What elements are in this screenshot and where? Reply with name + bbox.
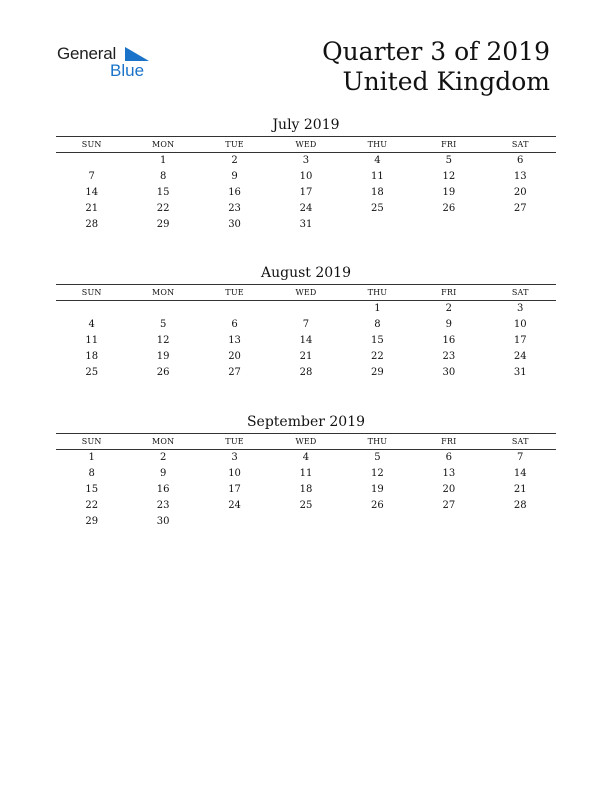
- day-cell: 24: [513, 351, 527, 362]
- week-row: [56, 498, 556, 514]
- logo: [57, 44, 157, 84]
- day-cell: 10: [228, 468, 241, 479]
- day-cell: 4: [302, 452, 310, 463]
- week-row: [56, 365, 556, 381]
- weekday-label: SUN: [81, 437, 102, 446]
- week-row: [56, 169, 556, 185]
- day-cell: 11: [299, 468, 313, 479]
- day-cell: 15: [85, 484, 99, 495]
- month-title: August 2019: [261, 265, 351, 281]
- day-cell: 15: [371, 335, 384, 346]
- page-title: Quarter 3 of 2019: [322, 37, 550, 66]
- day-cell: 17: [299, 187, 313, 198]
- day-cell: 9: [159, 468, 167, 479]
- weekday-label: TUE: [225, 437, 244, 446]
- day-cell: 10: [513, 319, 527, 330]
- week-row: [56, 153, 556, 169]
- day-cell: 8: [88, 468, 95, 479]
- day-cell: 19: [371, 484, 384, 495]
- day-cell: 27: [513, 203, 527, 214]
- day-cell: 17: [228, 484, 241, 495]
- day-cell: 7: [88, 171, 95, 182]
- day-cell: 7: [302, 319, 310, 330]
- day-cell: 5: [445, 155, 452, 166]
- day-cell: 12: [371, 468, 384, 479]
- weekday-label: SUN: [81, 288, 102, 297]
- day-cell: 23: [156, 500, 170, 511]
- day-cell: 8: [374, 319, 381, 330]
- week-row: [56, 514, 556, 530]
- weekday-label: FRI: [441, 140, 457, 149]
- weekday-header-row: [56, 434, 556, 450]
- day-cell: 21: [85, 203, 99, 214]
- day-cell: 14: [299, 335, 313, 346]
- weekday-label: SUN: [81, 140, 102, 149]
- day-cell: [485, 514, 556, 530]
- weekday-label: SAT: [511, 437, 529, 446]
- day-cell: 11: [85, 335, 99, 346]
- month-calendar-august: [56, 264, 556, 381]
- day-cell: 16: [228, 187, 241, 198]
- weekday-label: MON: [151, 437, 175, 446]
- week-row: [56, 482, 556, 498]
- day-cell: 1: [374, 303, 381, 314]
- day-cell: 2: [231, 155, 238, 166]
- page-subtitle-country: United Kingdom: [342, 67, 550, 96]
- day-cell: 8: [159, 171, 167, 182]
- day-cell: 14: [513, 468, 527, 479]
- day-cell: 29: [85, 516, 99, 527]
- week-row: [56, 333, 556, 349]
- day-cell: [270, 514, 341, 530]
- day-cell: 13: [228, 335, 241, 346]
- month-title: July 2019: [272, 117, 340, 133]
- logo-triangle-icon: [125, 47, 149, 61]
- day-cell: 22: [371, 351, 384, 362]
- day-cell: 18: [299, 484, 313, 495]
- weekday-label: WED: [295, 140, 317, 149]
- weekday-label: THU: [367, 437, 388, 446]
- day-cell: [199, 514, 270, 530]
- logo-text-blue: Blue: [110, 61, 145, 80]
- day-cell: 24: [299, 203, 313, 214]
- day-cell: 30: [156, 516, 170, 527]
- week-row: [56, 185, 556, 201]
- day-cell: 28: [299, 367, 313, 378]
- day-cell: [485, 217, 556, 233]
- weekday-label: SAT: [511, 288, 529, 297]
- weekday-label: FRI: [441, 437, 457, 446]
- day-cell: 3: [302, 155, 310, 166]
- day-cell: 1: [159, 155, 167, 166]
- weekday-label: SAT: [511, 140, 529, 149]
- day-cell: 19: [156, 351, 170, 362]
- day-cell: 20: [228, 351, 241, 362]
- day-cell: 17: [513, 335, 527, 346]
- week-row: [56, 301, 556, 317]
- day-cell: 1: [88, 452, 95, 463]
- day-cell: 26: [156, 367, 170, 378]
- day-cell: 16: [442, 335, 456, 346]
- day-cell: 31: [299, 219, 313, 230]
- day-cell: [413, 514, 484, 530]
- day-cell: 27: [442, 500, 456, 511]
- day-cell: 9: [231, 171, 238, 182]
- week-row: [56, 201, 556, 217]
- day-cell: 24: [228, 500, 241, 511]
- weekday-label: THU: [367, 140, 388, 149]
- day-cell: [56, 153, 127, 169]
- day-cell: 13: [513, 171, 527, 182]
- day-cell: 2: [445, 303, 452, 314]
- weekday-label: MON: [151, 288, 175, 297]
- day-cell: 20: [442, 484, 456, 495]
- week-row: [56, 466, 556, 482]
- month-calendar-september: [56, 413, 556, 530]
- day-cell: 6: [517, 155, 524, 166]
- day-cell: 6: [231, 319, 238, 330]
- day-cell: 27: [228, 367, 241, 378]
- day-cell: 4: [374, 155, 381, 166]
- day-cell: 29: [371, 367, 384, 378]
- day-cell: 21: [299, 351, 313, 362]
- day-cell: 30: [442, 367, 456, 378]
- week-row: [56, 317, 556, 333]
- day-cell: [56, 301, 127, 317]
- day-cell: 26: [371, 500, 384, 511]
- day-cell: 9: [445, 319, 452, 330]
- day-cell: [342, 217, 413, 233]
- day-cell: 2: [159, 452, 167, 463]
- weekday-header-row: [56, 137, 556, 153]
- day-cell: [342, 514, 413, 530]
- day-cell: 25: [85, 367, 99, 378]
- day-cell: [413, 217, 484, 233]
- day-cell: 25: [299, 500, 313, 511]
- day-cell: 22: [85, 500, 99, 511]
- day-cell: 13: [442, 468, 456, 479]
- day-cell: 25: [371, 203, 384, 214]
- weekday-label: FRI: [441, 288, 457, 297]
- weekday-label: WED: [295, 437, 317, 446]
- logo-text-general: General: [57, 44, 117, 63]
- day-cell: 7: [517, 452, 524, 463]
- day-cell: 11: [371, 171, 384, 182]
- day-cell: 29: [156, 219, 170, 230]
- day-cell: 20: [513, 187, 527, 198]
- day-cell: [199, 301, 270, 317]
- day-cell: 10: [299, 171, 313, 182]
- day-cell: 16: [156, 484, 170, 495]
- day-cell: 26: [442, 203, 456, 214]
- day-cell: 4: [88, 319, 95, 330]
- day-cell: 18: [371, 187, 384, 198]
- day-cell: 12: [156, 335, 170, 346]
- weekday-header-row: [56, 285, 556, 301]
- day-cell: 28: [513, 500, 527, 511]
- week-row: [56, 349, 556, 365]
- day-cell: 31: [513, 367, 527, 378]
- weekday-label: WED: [295, 288, 317, 297]
- month-calendar-july: [56, 116, 556, 233]
- week-row: [56, 450, 556, 466]
- day-cell: 30: [228, 219, 241, 230]
- day-cell: 18: [85, 351, 99, 362]
- weekday-label: MON: [151, 140, 175, 149]
- day-cell: 12: [442, 171, 456, 182]
- day-cell: 14: [85, 187, 99, 198]
- month-title: September 2019: [246, 414, 366, 430]
- day-cell: 5: [159, 319, 167, 330]
- day-cell: 23: [228, 203, 241, 214]
- day-cell: 3: [517, 303, 524, 314]
- day-cell: 3: [231, 452, 238, 463]
- day-cell: 28: [85, 219, 99, 230]
- day-cell: 6: [445, 452, 452, 463]
- day-cell: 5: [374, 452, 381, 463]
- weekday-label: THU: [367, 288, 388, 297]
- day-cell: [270, 301, 341, 317]
- weekday-label: TUE: [225, 288, 244, 297]
- day-cell: 23: [442, 351, 456, 362]
- week-row: [56, 217, 556, 233]
- day-cell: 19: [442, 187, 456, 198]
- weekday-label: TUE: [225, 140, 244, 149]
- day-cell: 15: [156, 187, 170, 198]
- day-cell: 22: [156, 203, 170, 214]
- day-cell: 21: [513, 484, 527, 495]
- day-cell: [127, 301, 198, 317]
